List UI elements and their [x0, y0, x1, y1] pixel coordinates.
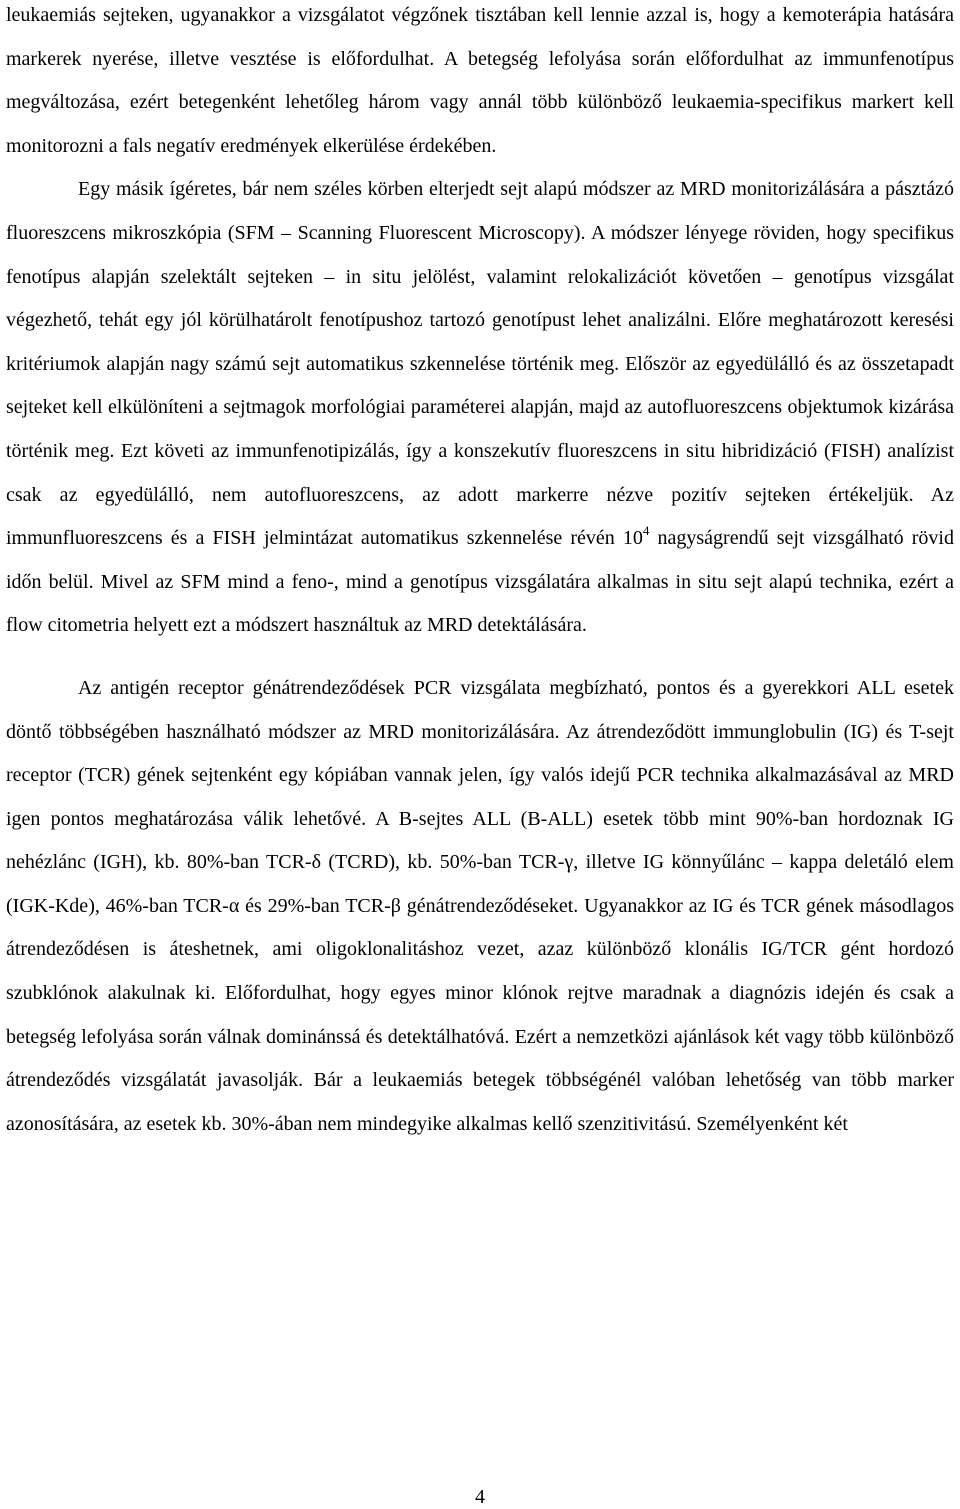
paragraph-2 [6, 168, 954, 648]
paragraph-2-text-a: Egy másik ígéretes, bár nem széles körben elterjedt sejt alapú módszer az MRD monitorizálására a pásztázó fluoreszcens mikroszkópia (SFM – Scanning Fluorescent Microscopy). A módszer lényege röviden, hogy specifikus fenotípus alapján szelektált sejteken – in situ jelölést, valamint relokalizációt követően – genotípus vizsgálat végezhető, tehát egy jól körülhatárolt fenotípushoz tartozó genotípust lehet analizálni. Előre meghatározott keresési kritériumok alapján nagy számú sejt automatikus szkennelése történik meg. Először az egyedülálló és az összetapadt sejteket kell elkülöníteni a sejtmagok morfológiai paraméterei alapján, majd az autofluoreszcens objektumok kizárása történik meg. Ezt követi az immunfenotipizálás, így a konszekutív fluoreszcens in situ hibridizáció (FISH) analízist csak az egyedülálló, nem autofluoreszcens, az adott markerre nézve pozitív sejteken értékeljük. Az immunfluoreszcens és a FISH jelmintázat automatikus szkennelése révén 10 [6, 178, 954, 550]
paragraph-2-text-b: nagyságrendű sejt vizsgálható rövid időn belül. Mivel az SFM mind a feno-, mind a genotípus vizsgálatára alkalmas in situ sejt alapú technika, ezért a flow citometria helyett ezt a módszert használtuk az MRD detektálására. [6, 527, 954, 637]
document-page [6, 0, 954, 1146]
paragraph-3: Az antigén receptor génátrendeződések PCR vizsgálata megbízható, pontos és a gyerekkori ALL esetek döntő többségében használható módszer az MRD monitorizálására. Az átrendeződött immunglobulin (IG) és T-sejt receptor (TCR) gének sejtenként egy kópiában vannak jelen, így valós idejű PCR technika alkalmazásával az MRD igen pontos meghatározása válik lehetővé. A B-sejtes ALL (B-ALL) esetek több mint 90%-ban hordoznak IG nehézlánc (IGH), kb. 80%-ban TCR-δ (TCRD), kb. 50%-ban TCR-γ, illetve IG könnyűlánc – kappa deletáló elem (IGK-Kde), 46%-ban TCR-α és 29%-ban TCR-β génátrendeződéseket. Ugyanakkor az IG és TCR gének másodlagos átrendeződésen is áteshetnek, ami oligoklonalitáshoz vezet, azaz különböző klonális IG/TCR gént hordozó szubklónok alakulnak ki. Előfordulhat, hogy egyes minor klónok rejtve maradnak a diagnózis idején és csak a betegség lefolyása során válnak dominánssá és detektálhatóvá. Ezért a nemzetközi ajánlások két vagy több különböző átrendeződés vizsgálatát javasolják. Bár a leukaemiás betegek többségénél valóban lehetőség van több marker azonosítására, az esetek kb. 30%-ában nem mindegyike alkalmas kellő szenzitivitású. Személyenként két [6, 676, 954, 1135]
superscript-exponent: 4 [642, 523, 650, 539]
paragraph-1: leukaemiás sejteken, ugyanakkor a vizsgálatot végzőnek tisztában kell lennie azzal is, hogy a kemoterápia hatására markerek nyerése, illetve vesztése is előfordulhat. A betegség lefolyása során előfordulhat az immunfenotípus megváltozása, ezért betegenként lehetőleg három vagy annál több különböző leukaemia-specifikus markert kell monitorozni a fals negatív eredmények elkerülése érdekében. [6, 4, 954, 157]
page-number: 4 [475, 1486, 485, 1508]
